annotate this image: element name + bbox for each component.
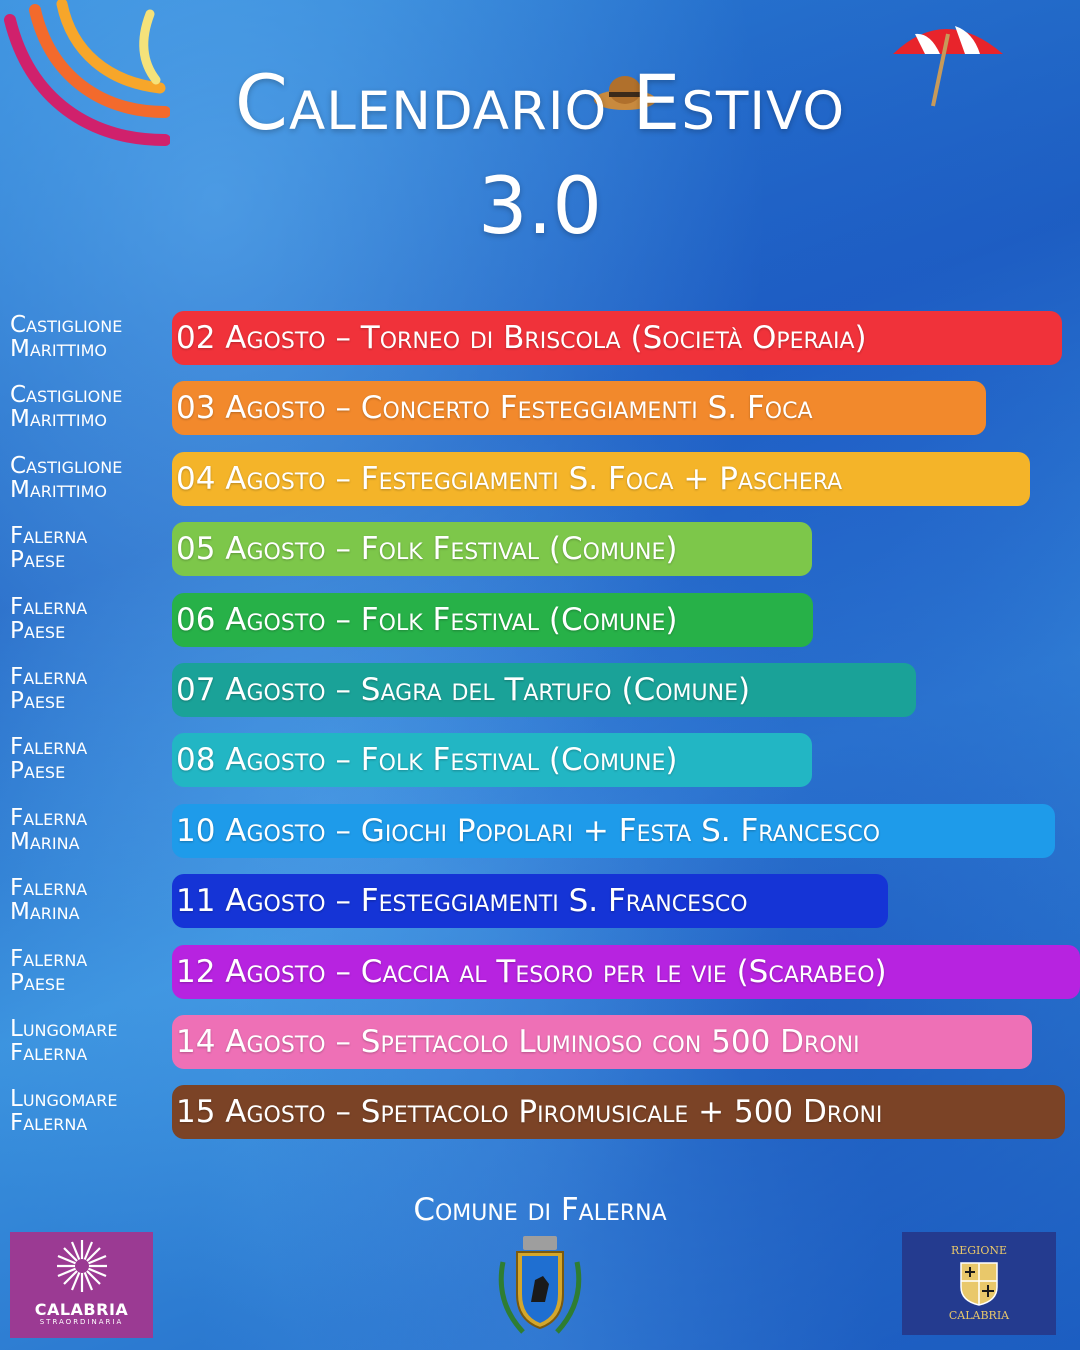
calabria-straordinaria-logo <box>10 1232 153 1338</box>
event-place-line1: Falerna <box>10 734 88 761</box>
event-bar: 02 Agosto – Torneo di Briscola (Società Operaia) <box>172 311 1062 365</box>
event-row <box>0 804 1080 860</box>
event-place <box>10 595 170 643</box>
event-place <box>10 313 170 361</box>
event-place-line2: Paese <box>10 688 66 714</box>
event-place-line2: Falerna <box>10 1110 88 1137</box>
event-row <box>0 945 1080 1001</box>
event-place <box>10 1017 170 1065</box>
event-bar: 08 Agosto – Folk Festival (Comune) <box>172 733 812 787</box>
event-place <box>10 876 170 924</box>
event-row <box>0 522 1080 578</box>
event-place-line1: Falerna <box>10 804 88 831</box>
event-place-line2: Marittimo <box>10 406 108 433</box>
event-bar: 10 Agosto – Giochi Popolari + Festa S. Francesco <box>172 804 1055 858</box>
event-place-line2: Paese <box>10 758 66 785</box>
event-place-line1: Falerna <box>10 664 88 690</box>
event-bar: 03 Agosto – Concerto Festeggiamenti S. Foca <box>172 381 986 435</box>
event-row <box>0 1085 1080 1141</box>
event-place <box>10 524 170 572</box>
event-place <box>10 1087 170 1135</box>
event-place-line2: Paese <box>10 547 66 574</box>
event-bar: 14 Agosto – Spettacolo Luminoso con 500 Droni <box>172 1015 1032 1069</box>
event-place-line1: Castiglione <box>10 452 123 479</box>
comune-label: Comune di Falerna <box>413 1192 667 1228</box>
event-place <box>10 947 170 995</box>
event-bar: 06 Agosto – Folk Festival (Comune) <box>172 593 813 647</box>
event-row <box>0 874 1080 930</box>
event-place-line1: Castiglione <box>10 312 123 338</box>
event-row <box>0 311 1080 367</box>
coat-of-arms-icon <box>493 1232 587 1340</box>
event-place-line2: Marittimo <box>10 336 108 362</box>
regione-crest-icon <box>957 1259 1001 1307</box>
event-place-line2: Paese <box>10 969 66 996</box>
event-place-line2: Marina <box>10 828 80 855</box>
logo-left-subtext: STRAORDINARIA <box>39 1318 124 1326</box>
event-place <box>10 806 170 854</box>
event-place-line1: Lungomare <box>10 1016 118 1042</box>
logo-left-text: CALABRIA <box>34 1300 129 1319</box>
event-place-line1: Castiglione <box>10 382 123 409</box>
event-place-line1: Falerna <box>10 523 88 550</box>
event-row <box>0 663 1080 719</box>
event-place <box>10 383 170 431</box>
event-bar: 04 Agosto – Festeggiamenti S. Foca + Paschera <box>172 452 1030 506</box>
sun-flower-logo-icon <box>55 1236 109 1296</box>
event-place-line1: Falerna <box>10 945 88 972</box>
regione-calabria-logo <box>902 1232 1056 1335</box>
event-row <box>0 593 1080 649</box>
event-place-line2: Paese <box>10 617 66 644</box>
event-bar: 15 Agosto – Spettacolo Piromusicale + 500 Droni <box>172 1085 1065 1139</box>
logo-right-bottom: CALABRIA <box>948 1309 1010 1322</box>
event-place <box>10 454 170 502</box>
event-place-line1: Falerna <box>10 593 88 620</box>
event-bar: 12 Agosto – Caccia al Tesoro per le vie (Scarabeo) <box>172 945 1080 999</box>
event-row <box>0 381 1080 437</box>
event-place-line1: Falerna <box>10 875 88 902</box>
event-row <box>0 1015 1080 1071</box>
event-place-line1: Lungomare <box>10 1086 118 1113</box>
page-title: Calendario Estivo <box>234 58 846 147</box>
event-row <box>0 452 1080 508</box>
event-place-line2: Falerna <box>10 1040 88 1066</box>
event-bar: 11 Agosto – Festeggiamenti S. Francesco <box>172 874 888 928</box>
event-place-line2: Marittimo <box>10 476 108 503</box>
event-place <box>10 735 170 783</box>
event-bar: 07 Agosto – Sagra del Tartufo (Comune) <box>172 663 916 717</box>
event-place <box>10 665 170 713</box>
logo-right-top: REGIONE <box>950 1244 1008 1257</box>
event-row <box>0 733 1080 789</box>
event-place-line2: Marina <box>10 899 80 926</box>
page-subtitle: 3.0 <box>477 162 603 252</box>
event-bar: 05 Agosto – Folk Festival (Comune) <box>172 522 812 576</box>
